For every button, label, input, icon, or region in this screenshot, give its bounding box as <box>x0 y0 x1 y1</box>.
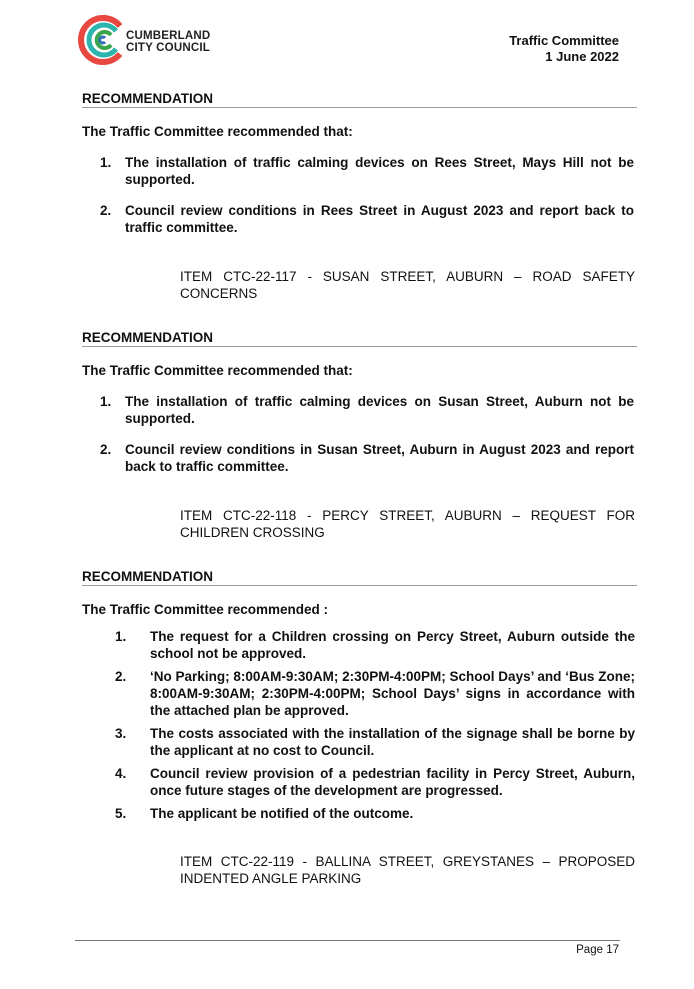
recommendation-intro: The Traffic Committee recommended : <box>82 602 329 617</box>
logo-wordmark <box>126 30 210 54</box>
list-item-text: The applicant be notified of the outcome. <box>150 806 414 821</box>
list-item-number: 1. <box>115 629 127 644</box>
list-item-number: 2. <box>115 669 127 684</box>
list-item <box>100 202 634 236</box>
list-item-text: The installation of traffic calming devices on Susan Street, Auburn not be supported. <box>125 394 634 426</box>
list-item <box>115 628 635 662</box>
list-item-number: 2. <box>100 203 112 218</box>
recommendation-heading: RECOMMENDATION <box>82 91 637 108</box>
recommendation-intro: The Traffic Committee recommended that: <box>82 124 353 139</box>
list-item-number: 1. <box>100 394 112 409</box>
list-item-number: 3. <box>115 726 127 741</box>
list-item <box>115 805 635 822</box>
list-item-text: ‘No Parking; 8:00AM-9:30AM; 2:30PM-4:00PM; School Days’ and ‘Bus Zone; 8:00AM-9:30AM; 2:30PM-4:00PM; School Days’ signs in accordance with the attached plan be approved. <box>150 669 635 718</box>
agenda-item-title: ITEM CTC-22-118 - PERCY STREET, AUBURN – REQUEST FOR CHILDREN CROSSING <box>180 508 635 540</box>
list-item <box>115 725 635 759</box>
recommendation-list <box>115 628 635 822</box>
recommendation-intro: The Traffic Committee recommended that: <box>82 363 353 378</box>
list-item-text: Council review provision of a pedestrian facility in Percy Street, Auburn, once future stages of the development are progressed. <box>150 766 635 798</box>
recommendation-list <box>100 393 634 475</box>
list-item-number: 2. <box>100 442 112 457</box>
list-item-text: Council review conditions in Susan Street, Auburn in August 2023 and report back to traffic committee. <box>125 442 634 474</box>
list-item-text: The costs associated with the installation of the signage shall be borne by the applicant at no cost to Council. <box>150 726 635 758</box>
logo-line-2: CITY COUNCIL <box>126 42 210 54</box>
committee-name: Traffic Committee <box>509 33 619 48</box>
list-item-text: The installation of traffic calming devices on Rees Street, Mays Hill not be supported. <box>125 155 634 187</box>
agenda-item-title: ITEM CTC-22-117 - SUSAN STREET, AUBURN – ROAD SAFETY CONCERNS <box>180 269 635 301</box>
council-logo <box>78 14 128 66</box>
page-number: Page 17 <box>576 944 619 956</box>
footer-divider <box>75 940 620 941</box>
list-item-text: Council review conditions in Rees Street in August 2023 and report back to traffic committee. <box>125 203 634 235</box>
list-item <box>100 393 634 427</box>
recommendation-heading: RECOMMENDATION <box>82 569 637 586</box>
list-item-text: The request for a Children crossing on Percy Street, Auburn outside the school not be approved. <box>150 629 635 661</box>
agenda-item-title: ITEM CTC-22-119 - BALLINA STREET, GREYSTANES – PROPOSED INDENTED ANGLE PARKING <box>180 854 635 886</box>
recommendation-heading: RECOMMENDATION <box>82 330 637 347</box>
list-item-number: 4. <box>115 766 127 781</box>
meeting-date: 1 June 2022 <box>545 49 619 64</box>
recommendation-list <box>100 154 634 236</box>
list-item <box>100 441 634 475</box>
list-item <box>100 154 634 188</box>
document-header <box>509 33 619 65</box>
list-item-number: 1. <box>100 155 112 170</box>
logo-line-1: CUMBERLAND <box>126 30 211 42</box>
list-item-number: 5. <box>115 806 127 821</box>
list-item <box>115 765 635 799</box>
logo-mark-icon <box>78 14 128 66</box>
list-item <box>115 668 635 719</box>
